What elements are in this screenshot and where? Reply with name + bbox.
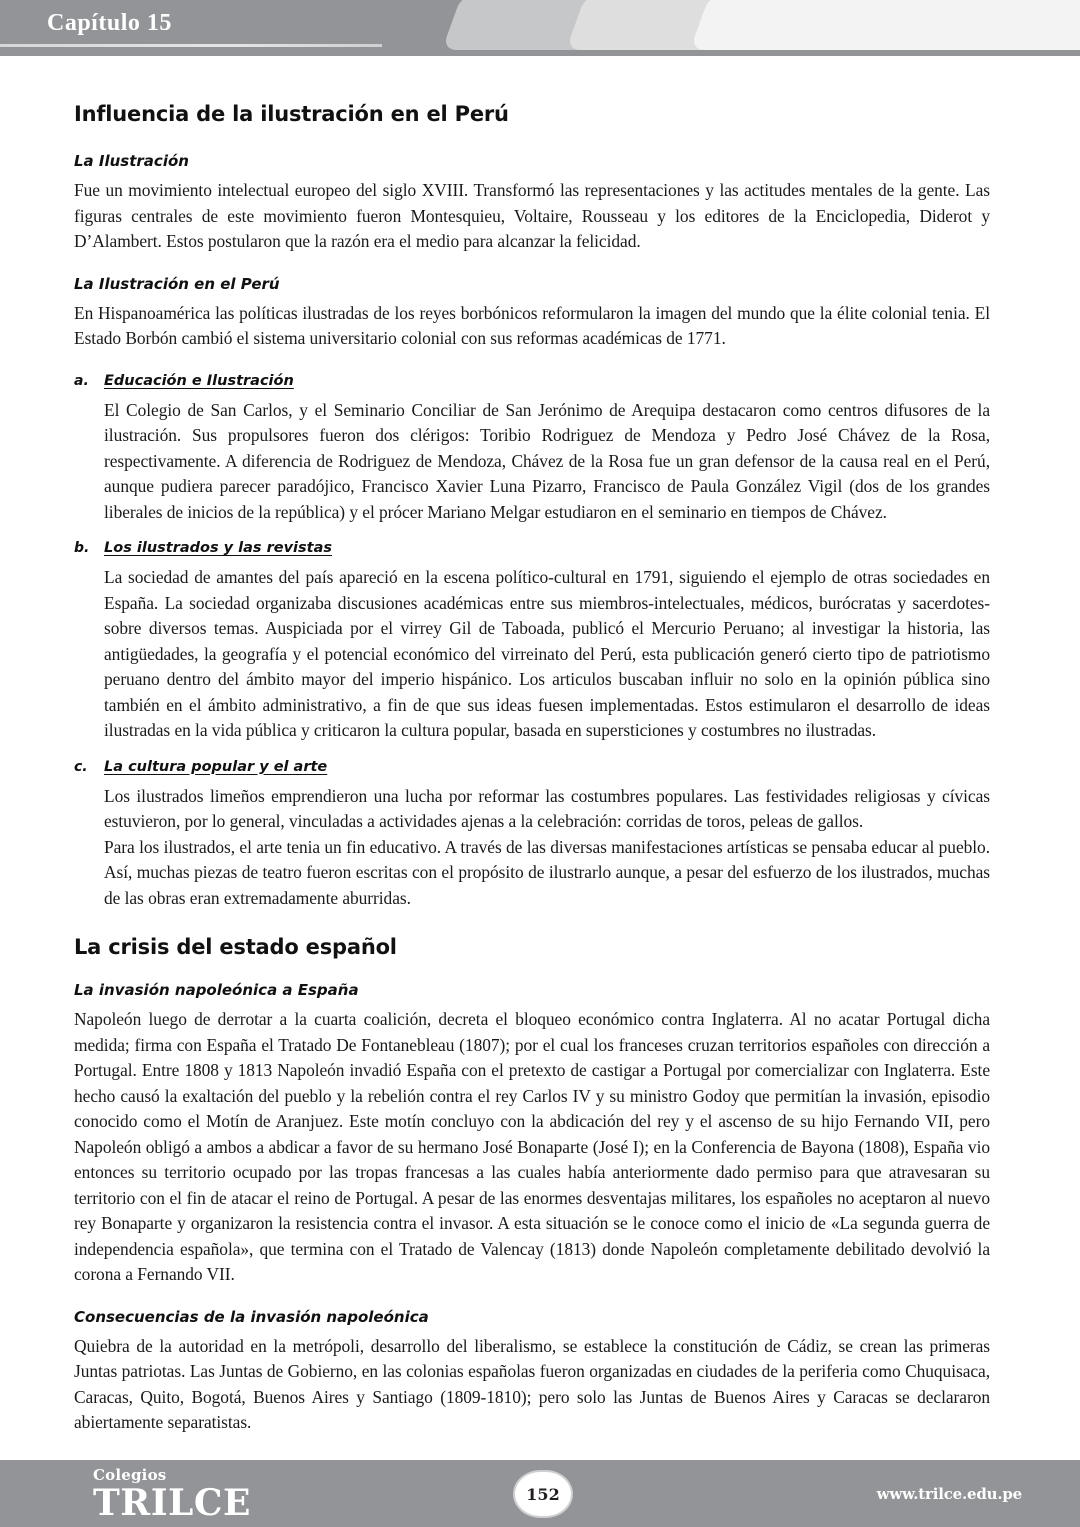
list-item-paragraph-a-1: El Colegio de San Carlos, y el Seminario Conciliar de San Jerónimo de Arequipa destacaron como centros difusores de la ilustración. Sus propulsores fueron dos clérigos: Toribio Rodriguez de Mendoza y Pedro José Chávez de la Rosa, respectivamente. A diferencia de Rodriguez de Mendoza, Chávez de la Rosa fue un gran defensor de la causa real en el Perú, aunque pudiera parecer paradójico, Francisco Xavier Luna Pizarro, Francisco de Paula González Vigil (dos de los grandes liberales de inicios de la república) y el prócer Mariano Melgar estudiaron en el seminario en tiempos de Chávez. [104, 399, 990, 522]
subheading-la-ilustracion-en-el-peru: La Ilustración en el Perú [74, 274, 280, 293]
paragraph-la-ilustracion: Fue un movimiento intelectual europeo del siglo XVIII. Transformó las representaciones y las actitudes mentales de la gente. Las figuras centrales de este movimiento fueron Montesquieu, Voltaire, Rousseau y los editores de la Enciclopedia, Diderot y D’Alambert. Estos postularon que la razón era el medio para alcanzar la felicidad. [74, 180, 990, 251]
page-body [0, 56, 1080, 1455]
list-item [74, 372, 990, 526]
subheading-la-ilustracion: La Ilustración [74, 152, 189, 170]
list-item-paragraph-c-2: Para los ilustrados, el arte tenia un fin educativo. A través de las diversas manifestaciones artísticas se pensaba educar al pueblo. Así, muchas piezas de teatro fueron escritas con el propósito de ilustrarlo aunque, a pesar del esfuerzo de los ilustrados, muchas de las obras eran extremadamente aburridas. [104, 836, 990, 908]
list-item-body-a [104, 372, 990, 526]
content-column [74, 102, 990, 1456]
list-item-body-b [104, 539, 990, 744]
list-item-body-c [104, 758, 990, 912]
list-item [74, 758, 990, 912]
paragraph-la-ilustracion-en-el-peru: En Hispanoamérica las políticas ilustradas de los reyes borbónicos reformularon la imagen del mundo que la élite colonial tenia. El Estado Borbón cambió el sistema universitario colonial con sus reformas académicas de 1771. [74, 302, 990, 348]
footer-divider [0, 1455, 1080, 1460]
logo-colegios-text: Colegios [93, 1466, 167, 1484]
list-item-letter-a: a. [74, 372, 89, 389]
paragraph-consecuencias: Quiebra de la autoridad en la metrópoli, desarrollo del liberalismo, se establece la constitución de Cádiz, se crean las primeras Juntas patriotas. Las Juntas de Gobierno, en las colonias españolas fueron organizadas en ciudades de la periferia como Chuquisaca, Caracas, Quito, Bogotá, Buenos Aires y Santiago (1809-1810); pero solo las Juntas de Buenos Aires y Caracas se declararon abiertamente separatistas. [74, 1335, 990, 1432]
page-header [0, 0, 1080, 56]
list-item-letter-b: b. [74, 540, 90, 556]
page-title-section-1: Influencia de la ilustración en el Perú [74, 102, 509, 126]
trilce-logo [93, 1466, 251, 1524]
paragraph-invasion-napoleonica: Napoleón luego de derrotar a la cuarta coalición, decreta el bloqueo económico contra Inglaterra. Al no acatar Portugal dicha medida; firma con España el Tratado De Fontanebleau (1807); por el cual los franceses cruzan territorios españoles con dirección a Portugal. Entre 1808 y 1813 Napoleón invadió España con el pretexto de castigar a Portugal por comercializar con Inglaterra. Este hecho causó la exaltación del pueblo y la rebelión contra el rey Carlos IV y su ministro Godoy que permitían la invasión, episodio conocido como el Motín de Aranjuez. Este motín concluyo con la abdicación del rey y el ascenso de su hijo Fernando VII, pero Napoleón obligó a ambos a abdicar a favor de su hermano José Bonaparte (José I); en la Conferencia de Bayona (1808), España vio entonces su territorio ocupado por las tropas francesas a las cuales había anteriormente dado permiso para que atravesaran su territorio con el fin de atacar el reino de Portugal. A pesar de las enormes desventajas militares, los españoles no aceptaron al nuevo rey Bonaparte y organizaron la resistencia contra el invasor. A esta situación se le conoce como el inicio de «La segunda guerra de independencia española», que termina con el Tratado de Valencay (1813) donde Napoleón completamente debilitado devolvió la corona a Fernando VII. [74, 1009, 990, 1284]
page-number-text: 152 [526, 1484, 560, 1504]
chapter-label: Capítulo 15 [47, 10, 172, 36]
subheading-consecuencias: Consecuencias de la invasión napoleónica [74, 1307, 429, 1326]
chapter-underline-rule [0, 44, 382, 47]
logo-trilce-text: TRILCE [93, 1482, 251, 1524]
page-number-badge [515, 1472, 571, 1516]
list-item-letter-c: c. [74, 758, 88, 775]
header-stripe-3 [690, 0, 1080, 50]
list-item-heading-c: La cultura popular y el arte [104, 758, 328, 775]
list-item-heading-b: Los ilustrados y las revistas [104, 540, 332, 556]
page-title-section-2: La crisis del estado español [74, 935, 397, 959]
subheading-invasion-napoleonica: La invasión napoleónica a España [74, 981, 359, 999]
list-item-paragraph-b-1: La sociedad de amantes del país apareció en la escena político-cultural en 1791, siguiendo el ejemplo de otras sociedades en España. La sociedad organizaba discusiones académicas entre sus miembros-intelectuales, médicos, burócratas y sacerdotes- sobre diversos temas. Auspiciada por el virrey Gil de Taboada, publicó el Mercurio Peruano; al investigar la historia, las antigüedades, la geografía y el potencial económico del virreinato del Perú, esta publicación generó cierto tipo de patriotismo peruano dentro del ámbito mayor del imperio hispánico. Los articulos buscaban influir no solo en la opinión pública sino también en el ámbito administrativo, a fin de que sus ideas fuesen implementadas. Estos estimularon el desarrollo de ideas ilustradas en la vida pública y criticaron la cultura popular, basada en supersticiones y costumbres no ilustradas. [104, 567, 990, 740]
footer-website-url: www.trilce.edu.pe [876, 1485, 1022, 1503]
list-item-paragraph-c-1: Los ilustrados limeños emprendieron una lucha por reformar las costumbres populares. Las festividades religiosas y cívicas estuvieron, por lo general, vinculadas a actividades ajenas a la celebración: corridas de toros, peleas de gallos. [104, 785, 990, 831]
list-item [74, 539, 990, 744]
list-item-heading-a: Educación e Ilustración [104, 372, 294, 389]
